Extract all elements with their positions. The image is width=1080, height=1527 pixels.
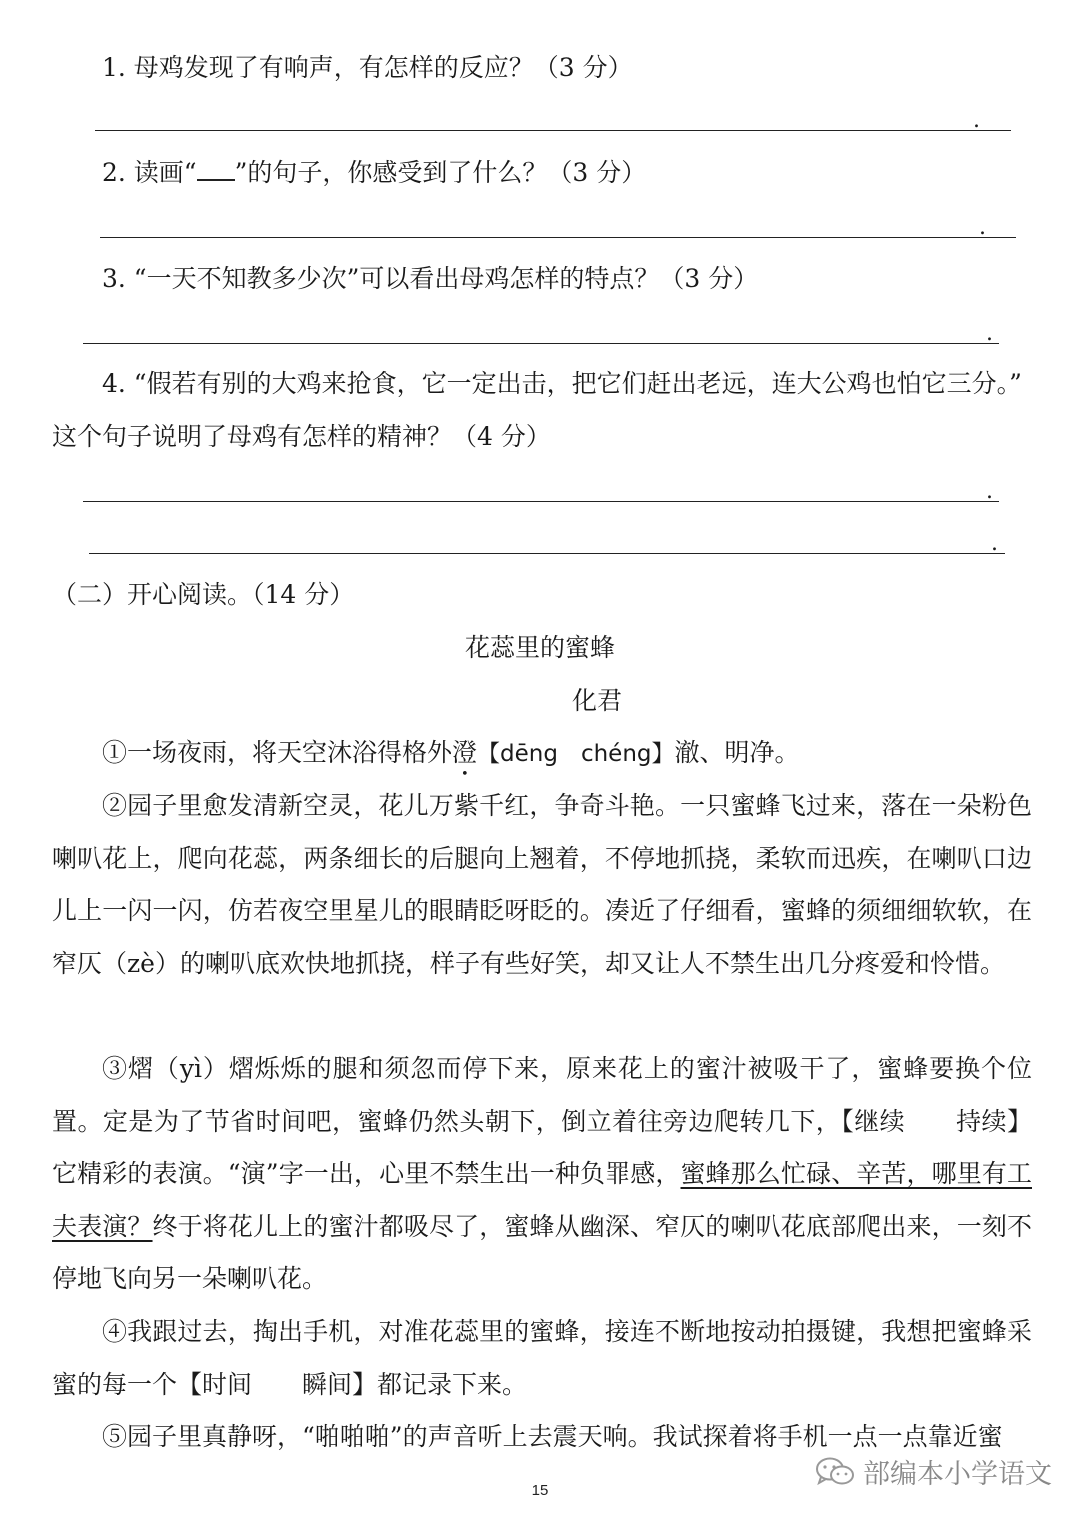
- paragraph-2: ②园子里愈发清新空灵，花儿万紫千红，争奇斗艳。一只蜜蜂飞过来，落在一朵粉色喇叭花上，爬向花蕊，两条细长的后腿向上翘着，不停地抓挠，柔软而迅疾，在喇叭口边儿上一闪一闪，仿若夜空里星儿的眼睛眨呀眨的。凑近了仔细看，蜜蜂的须细细软软，在窄仄（zè）的喇叭底欢快地抓挠，样子有些好笑，却又让人不禁生出几分疼爱和怜惜。: [52, 791, 1032, 978]
- question-1: 1. 母鸡发现了有响声，有怎样的反应？（3 分）: [102, 53, 633, 82]
- answer-line-dot: .: [986, 479, 993, 504]
- answer-line: [95, 130, 1011, 131]
- section-title: （二）开心阅读。（14 分）: [52, 580, 355, 609]
- underlined-sentence: 蜜蜂那么忙碌、辛苦，哪里有工夫表演？: [52, 1159, 1032, 1241]
- answer-line: [83, 343, 999, 344]
- paragraph-5: ⑤园子里真静呀，“啪啪啪”的声音听上去震天响。我试探着将手机一点一点靠近蜜: [102, 1422, 1003, 1451]
- answer-line: [100, 237, 1016, 238]
- article-author: 化君: [572, 686, 623, 715]
- answer-line-dot: .: [986, 321, 993, 346]
- question-4-line-1: 4. “假若有别的大鸡来抢食，它一定出击，把它们赶出老远，连大公鸡也怕它三分。”: [102, 369, 1022, 398]
- question-2: 2. 读画“ ”的句子，你感受到了什么？（3 分）: [102, 158, 647, 187]
- question-4-line-2: 这个句子说明了母鸡有怎样的精神？（4 分）: [52, 422, 551, 451]
- page-number: 15: [531, 1482, 549, 1499]
- pinyin-choice: 【dēng chéng】: [477, 741, 675, 767]
- wechat-icon: [815, 1456, 855, 1488]
- answer-line: [89, 553, 1005, 554]
- paragraph-4: ④我跟过去，掏出手机，对准花蕊里的蜜蜂，接连不断地按动拍摄键，我想把蜜蜂采蜜的每一个【时间 瞬间】都记录下来。: [52, 1317, 1032, 1399]
- question-3: 3. “一天不知教多少次”可以看出母鸡怎样的特点？（3 分）: [102, 264, 759, 293]
- watermark: [815, 1452, 1052, 1491]
- answer-line-dot: .: [973, 108, 980, 133]
- underline-mark: [197, 157, 235, 181]
- answer-line-dot: .: [991, 531, 998, 556]
- watermark-text: 部编本小学语文: [863, 1459, 1052, 1490]
- emphasized-char: 澄: [452, 738, 478, 767]
- paragraph-3: ③熠（yì）熠烁烁的腿和须忽而停下来，原来花上的蜜汁被吸干了，蜜蜂要换个位置。定是为了节省时间吧，蜜蜂仍然头朝下，倒立着往旁边爬转几下，【继续 持续】它精彩的表演。“演”字一出，心里不禁生出一种负罪感，蜜蜂那么忙碌、辛苦，哪里有工夫表演？终于将花儿上的蜜汁都吸尽了，蜜蜂从幽深、窄仄的喇叭花底部爬出来，一刻不停地飞向另一朵喇叭花。: [52, 1054, 1032, 1293]
- article-title: 花蕊里的蜜蜂: [465, 633, 616, 662]
- answer-line: [83, 501, 999, 502]
- answer-line-dot: .: [979, 215, 986, 240]
- paragraph-1: ①一场夜雨，将天空沐浴得格外澄【dēng chéng】澈、明净。: [102, 738, 800, 767]
